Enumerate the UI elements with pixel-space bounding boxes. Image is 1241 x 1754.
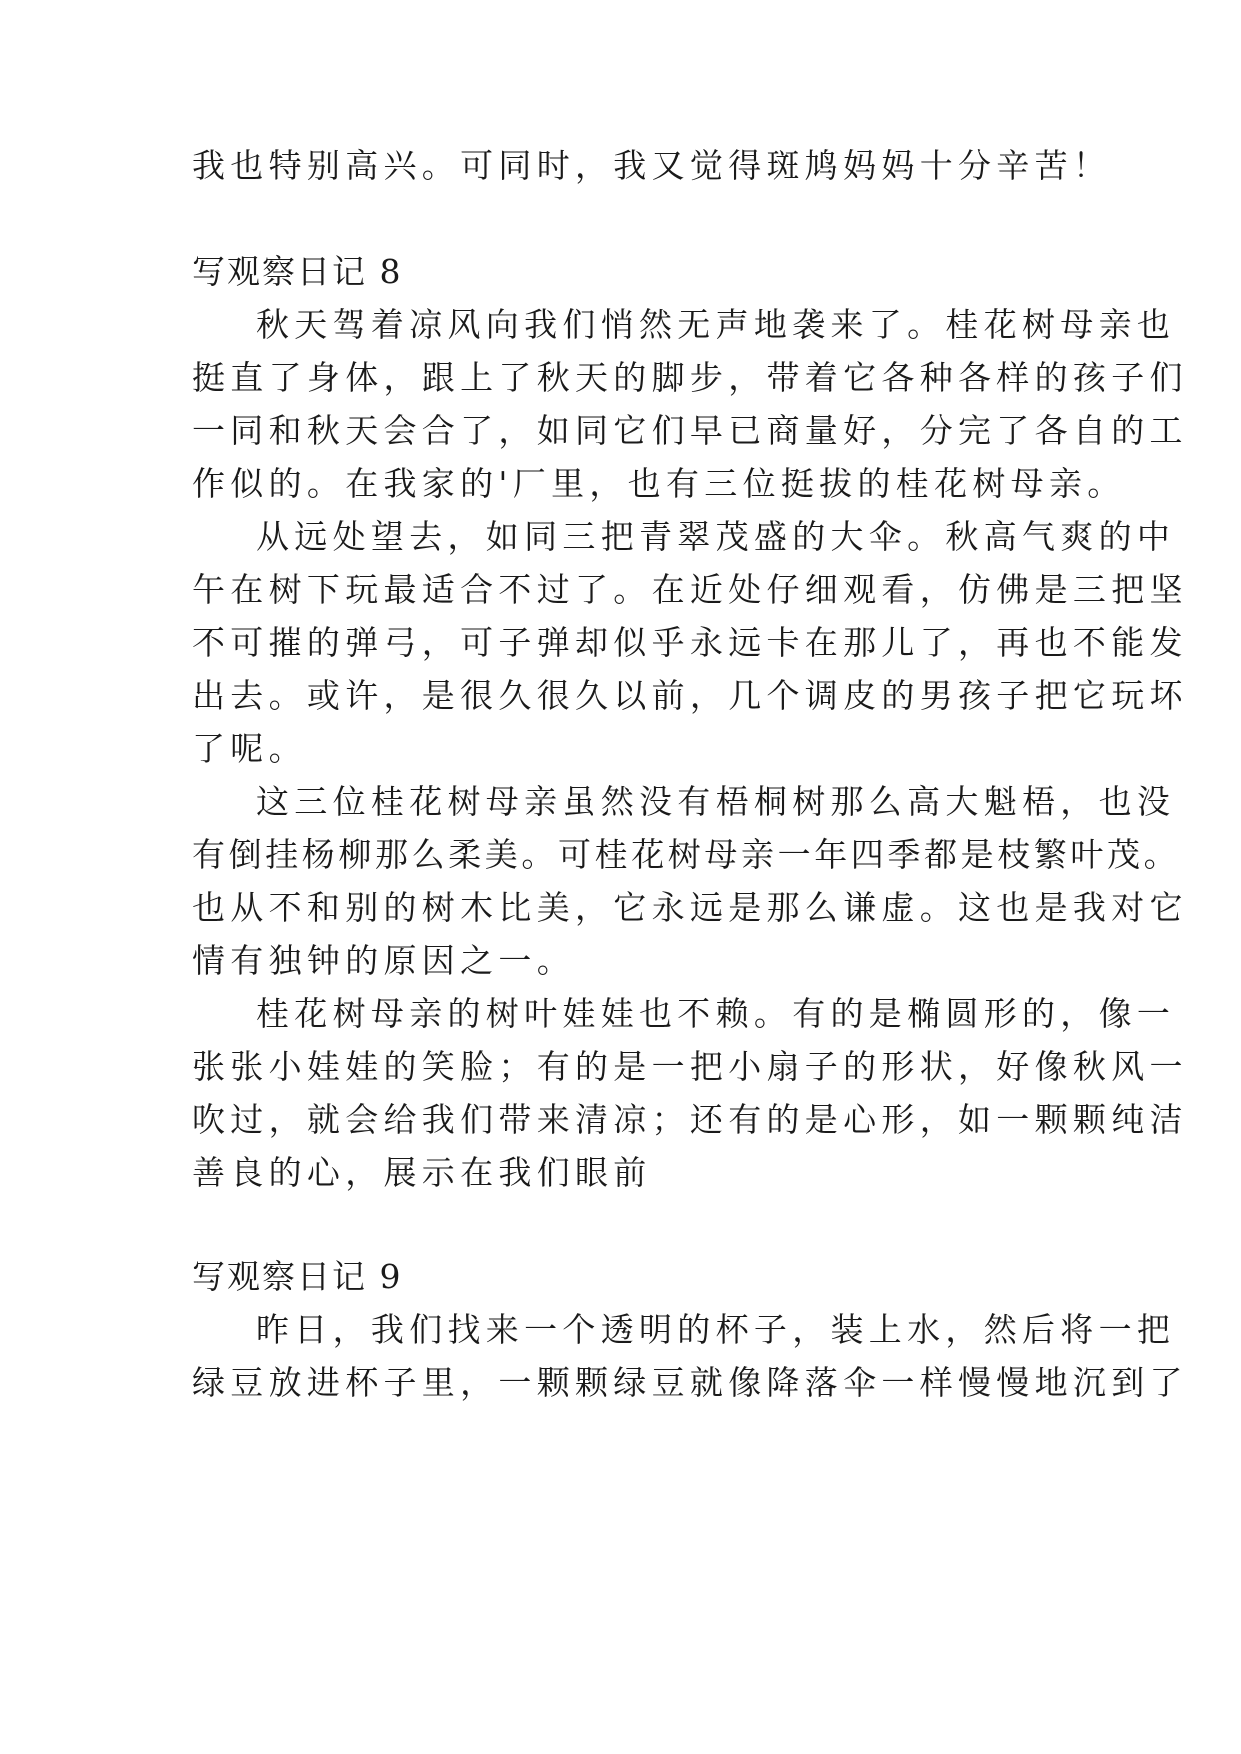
text-line: 秋天驾着凉风向我们悄然无声地袭来了。桂花树母亲也 [256,305,1176,344]
text-line: 我也特别高兴。可同时，我又觉得斑鸠妈妈十分辛苦！ [192,146,1112,185]
text-line: 一同和秋天会合了，如同它们早已商量好，分完了各自的工 [192,411,1188,450]
text-line: 从远处望去，如同三把青翠茂盛的大伞。秋高气爽的中 [256,517,1176,556]
text-line: 张张小娃娃的笑脸；有的是一把小扇子的形状，好像秋风一 [192,1047,1188,1086]
text-line: 不可摧的弹弓，可子弹却似乎永远卡在那儿了，再也不能发 [192,623,1188,662]
text-line: 这三位桂花树母亲虽然没有梧桐树那么高大魁梧，也没 [256,782,1176,821]
text-line: 了呢。 [192,729,307,768]
section-heading: 写观察日记 8 [192,252,403,291]
text-line: 有倒挂杨柳那么柔美。可桂花树母亲一年四季都是枝繁叶茂。 [192,835,1181,874]
text-line: 午在树下玩最适合不过了。在近处仔细观看，仿佛是三把坚 [192,570,1188,609]
text-line: 绿豆放进杯子里，一颗颗绿豆就像降落伞一样慢慢地沉到了 [192,1363,1188,1402]
text-line: 挺直了身体，跟上了秋天的脚步，带着它各种各样的孩子们 [192,358,1188,397]
text-line: 昨日，我们找来一个透明的杯子，装上水，然后将一把 [256,1310,1176,1349]
text-line: 善良的心，展示在我们眼前 [192,1153,652,1192]
section-heading: 写观察日记 9 [192,1257,403,1296]
text-line: 情有独钟的原因之一。 [192,941,575,980]
text-line: 吹过，就会给我们带来清凉；还有的是心形，如一颗颗纯洁 [192,1100,1188,1139]
text-line: 作似的。在我家的'厂里，也有三位挺拔的桂花树母亲。 [192,464,1126,503]
text-line: 也从不和别的树木比美，它永远是那么谦虚。这也是我对它 [192,888,1188,927]
text-line: 出去。或许，是很久很久以前，几个调皮的男孩子把它玩坏 [192,676,1188,715]
text-line: 桂花树母亲的树叶娃娃也不赖。有的是椭圆形的，像一 [256,994,1176,1033]
